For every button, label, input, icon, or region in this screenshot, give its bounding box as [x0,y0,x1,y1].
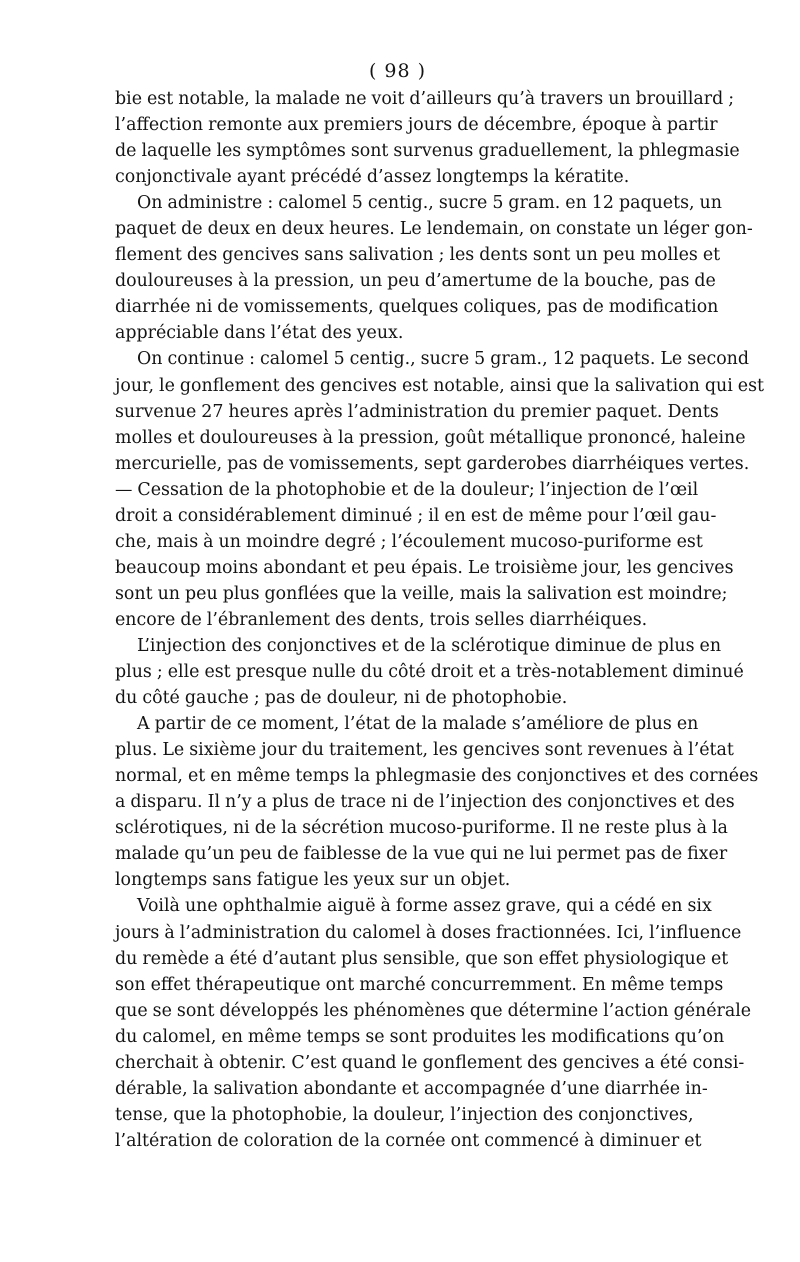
text-line: malade qu’un peu de faiblesse de la vue qui ne lui permet pas de fixer [115,844,728,865]
body-text [115,86,765,1154]
text-line: diarrhée ni de vomissements, quelques coliques, pas de modification [115,297,719,318]
text-line: On administre : calomel 5 centig., sucre 5 gram. en 12 paquets, un [137,193,722,214]
text-line: L’injection des conjonctives et de la sclérotique diminue de plus en [137,635,722,656]
text-line: du remède a été d’autant plus sensible, que son effet physiologique et [115,948,729,969]
text-line: bie est notable, la malade ne voit d’ailleurs qu’à travers un brouillard ; [115,89,735,109]
text-line: flement des gencives sans salivation ; les dents sont un peu molles et [115,245,721,266]
text-line: droit a considérablement diminué ; il en est de même pour l’œil gau- [115,505,717,526]
text-line: A partir de ce moment, l’état de la malade s’améliore de plus en [137,714,699,735]
book-page [115,58,765,1154]
text-line: mercurielle, pas de vomissements, sept garderobes diarrhéiques vertes. [115,453,750,474]
text-line: a disparu. Il n’y a plus de trace ni de l’injection des conjonctives et des [115,792,735,813]
paragraph [115,711,759,893]
text-line: jour, le gonflement des gencives est notable, ainsi que la salivation qui est [115,375,765,396]
text-line: douloureuses à la pression, un peu d’amertume de la bouche, pas de [115,271,716,292]
text-line: appréciable dans l’état des yeux. [115,323,404,344]
text-line: son effet thérapeutique ont marché concurremment. En même temps [115,974,724,995]
text-line: que se sont développés les phénomènes que détermine l’action générale [115,1000,752,1021]
text-line: l’affection remonte aux premiers jours de décembre, époque à partir [115,115,718,136]
text-line: sont un peu plus gonflées que la veille, mais la salivation est moindre; [115,583,728,604]
text-line: plus ; elle est presque nulle du côté droit et a très-notablement diminué [115,662,744,683]
text-line: che, mais à un moindre degré ; l’écoulement mucoso-puriforme est [115,531,703,552]
text-line: encore de l’ébranlement des dents, trois selles diarrhéiques. [115,609,648,630]
paragraph [115,633,744,711]
paragraph [115,346,765,633]
text-line: On continue : calomel 5 centig., sucre 5 gram., 12 paquets. Le second [137,349,750,370]
text-line: longtemps sans fatigue les yeux sur un objet. [115,870,511,891]
text-line: sclérotiques, ni de la sécrétion mucoso-puriforme. Il ne reste plus à la [115,818,728,839]
text-line: de laquelle les symptômes sont survenus graduellement, la phlegmasie [115,141,740,162]
text-line: dérable, la salivation abondante et accompagnée d’une diarrhée in- [115,1078,708,1099]
text-line: molles et douloureuses à la pression, goût métallique prononcé, haleine [115,427,746,448]
paragraph [115,86,740,190]
paragraph [115,190,753,346]
text-line: l’altération de coloration de la cornée ont commencé à diminuer et [115,1130,702,1151]
text-line: plus. Le sixième jour du traitement, les gencives sont revenues à l’état [115,740,734,761]
text-line: tense, que la photophobie, la douleur, l’injection des conjonctives, [115,1104,694,1125]
text-line: paquet de deux en deux heures. Le lendemain, on constate un léger gon- [115,219,753,240]
text-line: du côté gauche ; pas de douleur, ni de photophobie. [115,688,568,709]
page-number: ( 98 ) [368,60,427,82]
text-line: normal, et en même temps la phlegmasie des conjonctives et des cornées [115,766,759,787]
text-line: survenue 27 heures après l’administration du premier paquet. Dents [115,401,719,422]
text-line: — Cessation de la photophobie et de la douleur; l’injection de l’œil [115,479,699,500]
text-line: cherchait à obtenir. C’est quand le gonflement des gencives a été consi- [115,1052,745,1073]
text-line: jours à l’administration du calomel à doses fractionnées. Ici, l’influence [115,922,742,943]
text-line: conjonctivale ayant précédé d’assez longtemps la kératite. [115,167,630,188]
text-line: Voilà une ophthalmie aiguë à forme assez grave, qui a cédé en six [137,896,712,917]
text-line: beaucoup moins abondant et peu épais. Le troisième jour, les gencives [115,557,734,578]
text-line: du calomel, en même temps se sont produites les modifications qu’on [115,1026,725,1047]
paragraph [115,893,752,1153]
